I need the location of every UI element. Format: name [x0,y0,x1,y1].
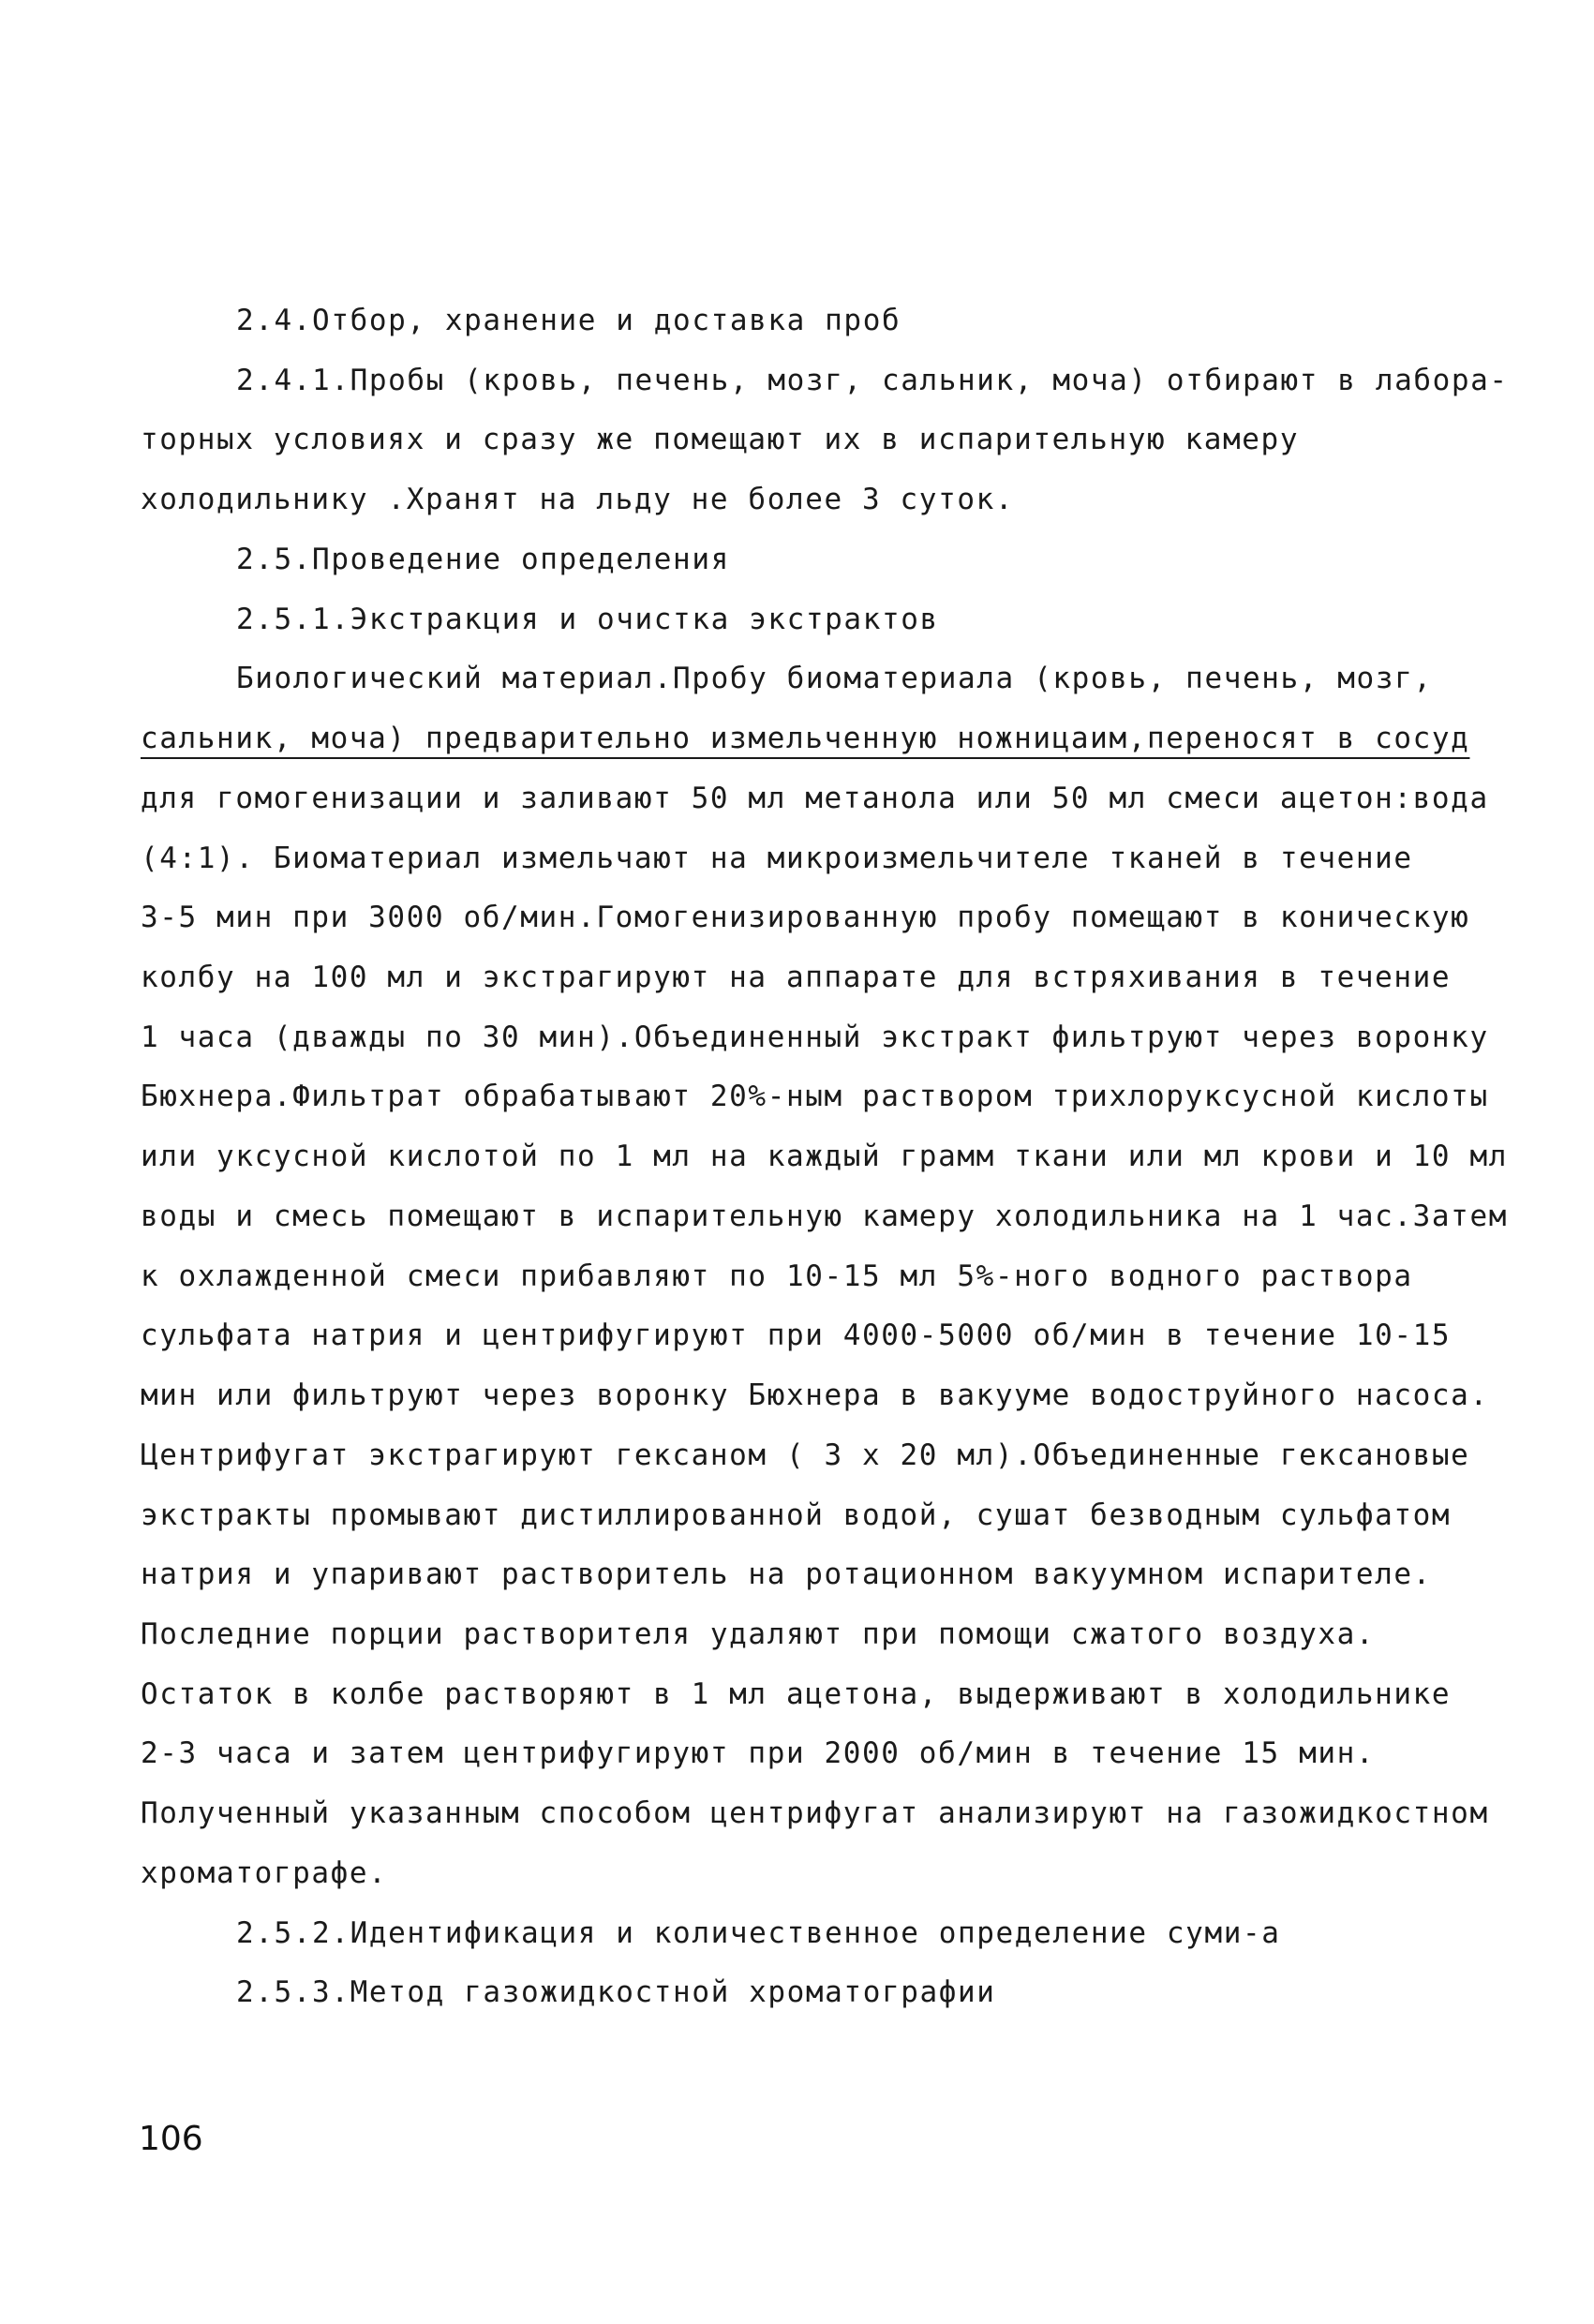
paragraph-line: Биологический материал.Пробу биоматериала (кровь, печень, мозг, [236,662,1433,695]
section-heading-2-5-2: 2.5.2.Идентификация и количественное определение суми-а [236,1916,1281,1950]
paragraph-line: 2-3 часа и затем центрифугируют при 2000 об/мин в течение 15 мин. [141,1736,1376,1770]
paragraph-line: 1 часа (дважды по 30 мин).Объединенный экстракт фильтруют через воронку [141,1020,1489,1054]
section-heading-2-4: 2.4.Отбор, хранение и доставка проб [236,304,901,337]
paragraph-line: Полученный указанным способом центрифугат анализируют на газожидкостном [141,1796,1489,1830]
paragraph-line: мин или фильтруют через воронку Бюхнера в вакууме водоструйного насоса. [141,1378,1489,1412]
paragraph-line: (4:1). Биоматериал измельчают на микроизмельчителе тканей в течение [141,842,1413,875]
paragraph-line: 3-5 мин при 3000 об/мин.Гомогенизированную пробу помещают в коническую [141,901,1470,934]
paragraph-line: холодильнику .Хранят на льду не более 3 суток. [141,483,1015,516]
section-heading-2-5: 2.5.Проведение определения [236,543,730,576]
paragraph-line: к охлажденной смеси прибавляют по 10-15 мл 5%-ного водного раствора [141,1259,1413,1293]
paragraph-line: Остаток в колбе растворяют в 1 мл ацетона, выдерживают в холодильнике [141,1677,1452,1711]
section-heading-2-5-3: 2.5.3.Метод газожидкостной хроматографии [236,1975,996,2009]
section-heading-2-5-1: 2.5.1.Экстракция и очистка экстрактов [236,603,939,636]
paragraph-line: Бюхнера.Фильтрат обрабатывают 20%-ным раствором трихлоруксусной кислоты [141,1080,1489,1113]
paragraph-line: экстракты промывают дистиллированной водой, сушат безводным сульфатом [141,1498,1452,1532]
paragraph-line: торных условиях и сразу же помещают их в испарительную камеру [141,423,1300,456]
paragraph-line: или уксусной кислотой по 1 мл на каждый грамм ткани или мл крови и 10 мл [141,1140,1508,1173]
paragraph-line: натрия и упаривают растворитель на ротационном вакуумном испарителе. [141,1557,1432,1591]
paragraph-line: для гомогенизации и заливают 50 мл метанола или 50 мл смеси ацетон:вода [141,782,1489,815]
paragraph-line: хроматографе. [141,1856,388,1890]
paragraph-line: сульфата натрия и центрифугируют при 4000-5000 об/мин в течение 10-15 [141,1318,1452,1352]
paragraph-line: 2.4.1.Пробы (кровь, печень, мозг, сальник, моча) отбирают в лабора- [236,364,1509,397]
paragraph-line: Последние порции растворителя удаляют при помощи сжатого воздуха. [141,1617,1376,1651]
paragraph-line: Центрифугат экстрагируют гексаном ( 3 х 20 мл).Объединенные гексановые [141,1438,1470,1472]
paragraph-line: колбу на 100 мл и экстрагируют на аппарате для встряхивания в течение [141,961,1452,994]
paragraph-line: сальник, моча) предварительно измельченную ножницаим,переносят в сосуд [141,722,1470,755]
page-number: 106 [139,2120,203,2158]
paragraph-line: воды и смесь помещают в испарительную камеру холодильника на 1 час.Затем [141,1199,1508,1233]
